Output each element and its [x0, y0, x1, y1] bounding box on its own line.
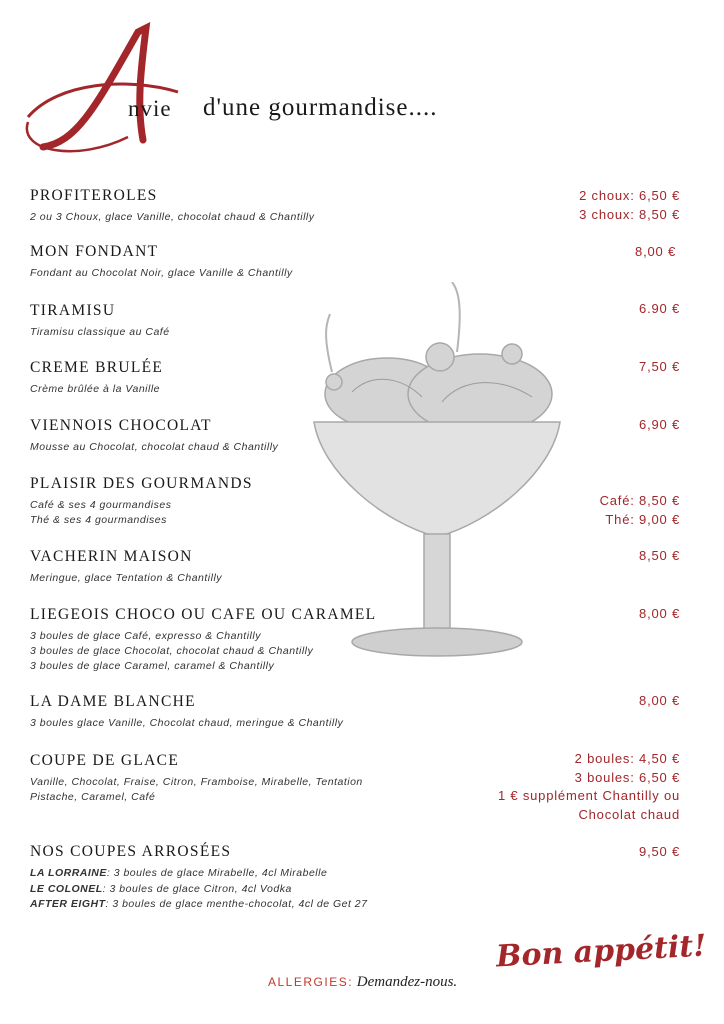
price-line: 8,50 €: [639, 548, 680, 563]
item-price: [600, 492, 680, 529]
menu-item-vacherin-maison: [30, 548, 694, 586]
price-line: 9,50 €: [639, 844, 680, 859]
allergy-label: ALLERGIES:: [268, 975, 354, 989]
item-price: [639, 692, 680, 711]
price-line: Café: 8,50 €: [599, 493, 680, 508]
item-name: TIRAMISU: [30, 302, 116, 319]
item-name: COUPE DE GLACE: [30, 752, 180, 769]
item-price: [639, 300, 680, 319]
menu-item-nos-coupes-arrosees: [30, 843, 694, 913]
menu-item-la-dame-blanche: [30, 693, 694, 731]
item-desc: Meringue, glace Tentation & Chantilly: [30, 572, 223, 584]
item-name: LIEGEOIS CHOCO OU CAFE OU CARAMEL: [30, 606, 377, 623]
coupe-detail: LE COLONEL: 3 boules de glace Citron, 4cl Vodka: [30, 882, 292, 895]
price-line: Chocolat chaud: [578, 806, 680, 822]
price-line: 2 boules: 4,50 €: [574, 751, 680, 766]
menu-item-plaisir-des-gourmands: [30, 475, 694, 528]
item-desc: Pistache, Caramel, Café: [30, 791, 156, 803]
item-desc: Crème brûlée à la Vanille: [30, 383, 161, 395]
page-title: d'une gourmandise....: [203, 94, 438, 121]
item-desc: Thé & ses 4 gourmandises: [30, 514, 167, 526]
item-name: PROFITEROLES: [30, 187, 158, 204]
price-line: 8,00 €: [635, 244, 676, 259]
item-desc: 3 boules de glace Chocolat, chocolat chaud & Chantilly: [30, 645, 314, 657]
price-line: 1 € supplément Chantilly ou: [497, 788, 680, 803]
item-name: NOS COUPES ARROSÉES: [30, 843, 232, 860]
coupe-detail: LA LORRAINE: 3 boules de glace Mirabelle, 4cl Mirabelle: [30, 867, 328, 879]
item-price: [639, 358, 680, 377]
logo-word: nvie: [128, 96, 172, 121]
item-desc: 2 ou 3 Choux, glace Vanille, chocolat chaud & Chantilly: [30, 211, 315, 223]
item-desc: Tiramisu classique au Café: [30, 326, 170, 338]
item-name: LA DAME BLANCHE: [30, 693, 196, 710]
item-desc: 3 boules de glace Caramel, caramel & Chantilly: [30, 660, 275, 672]
item-desc: Vanille, Chocolat, Fraise, Citron, Framboise, Mirabelle, Tentation: [30, 776, 363, 788]
menu-item-mon-fondant: [30, 243, 694, 281]
allergy-text: Demandez-nous.: [353, 974, 458, 990]
menu-item-creme-brulee: [30, 359, 694, 397]
price-line: 8,00 €: [639, 606, 680, 621]
item-desc: 3 boules de glace Café, expresso & Chantilly: [30, 630, 261, 642]
price-line: 2 choux: 6,50 €: [579, 188, 680, 203]
item-name: VACHERIN MAISON: [30, 548, 193, 565]
menu-item-liegeois: [30, 606, 694, 674]
price-line: 7,50 €: [639, 359, 680, 374]
item-price: [498, 750, 680, 824]
item-desc: Café & ses 4 gourmandises: [30, 499, 172, 511]
item-desc: Fondant au Chocolat Noir, glace Vanille & Chantilly: [30, 267, 293, 279]
menu-item-tiramisu: [30, 302, 694, 340]
item-name: CREME BRULÉE: [30, 359, 164, 376]
price-line: 3 boules: 6,50 €: [574, 769, 680, 785]
item-desc: Mousse au Chocolat, chocolat chaud & Chantilly: [30, 441, 279, 453]
item-name: PLAISIR DES GOURMANDS: [30, 475, 253, 492]
item-price: [639, 605, 680, 624]
bon-appetit-text: Bon appétit!: [494, 928, 707, 975]
coupe-detail: AFTER EIGHT: 3 boules de glace menthe-chocolat, 4cl de Get 27: [30, 898, 368, 910]
item-name: VIENNOIS CHOCOLAT: [30, 417, 212, 434]
anvie-logo: [18, 22, 198, 162]
price-line: Thé: 9,00 €: [605, 511, 680, 527]
price-line: 3 choux: 8,50 €: [579, 206, 680, 222]
item-price: [635, 243, 676, 262]
item-price: [639, 547, 680, 566]
item-price: [639, 416, 680, 435]
allergy-note: [268, 974, 457, 991]
price-line: 6.90 €: [639, 301, 680, 316]
menu-item-viennois-chocolat: [30, 417, 694, 455]
item-price: [639, 843, 680, 862]
price-line: 6,90 €: [639, 417, 680, 432]
price-line: 8,00 €: [639, 693, 680, 708]
item-desc: 3 boules glace Vanille, Chocolat chaud, meringue & Chantilly: [30, 717, 344, 729]
item-name: MON FONDANT: [30, 243, 159, 260]
item-price: [579, 187, 680, 224]
